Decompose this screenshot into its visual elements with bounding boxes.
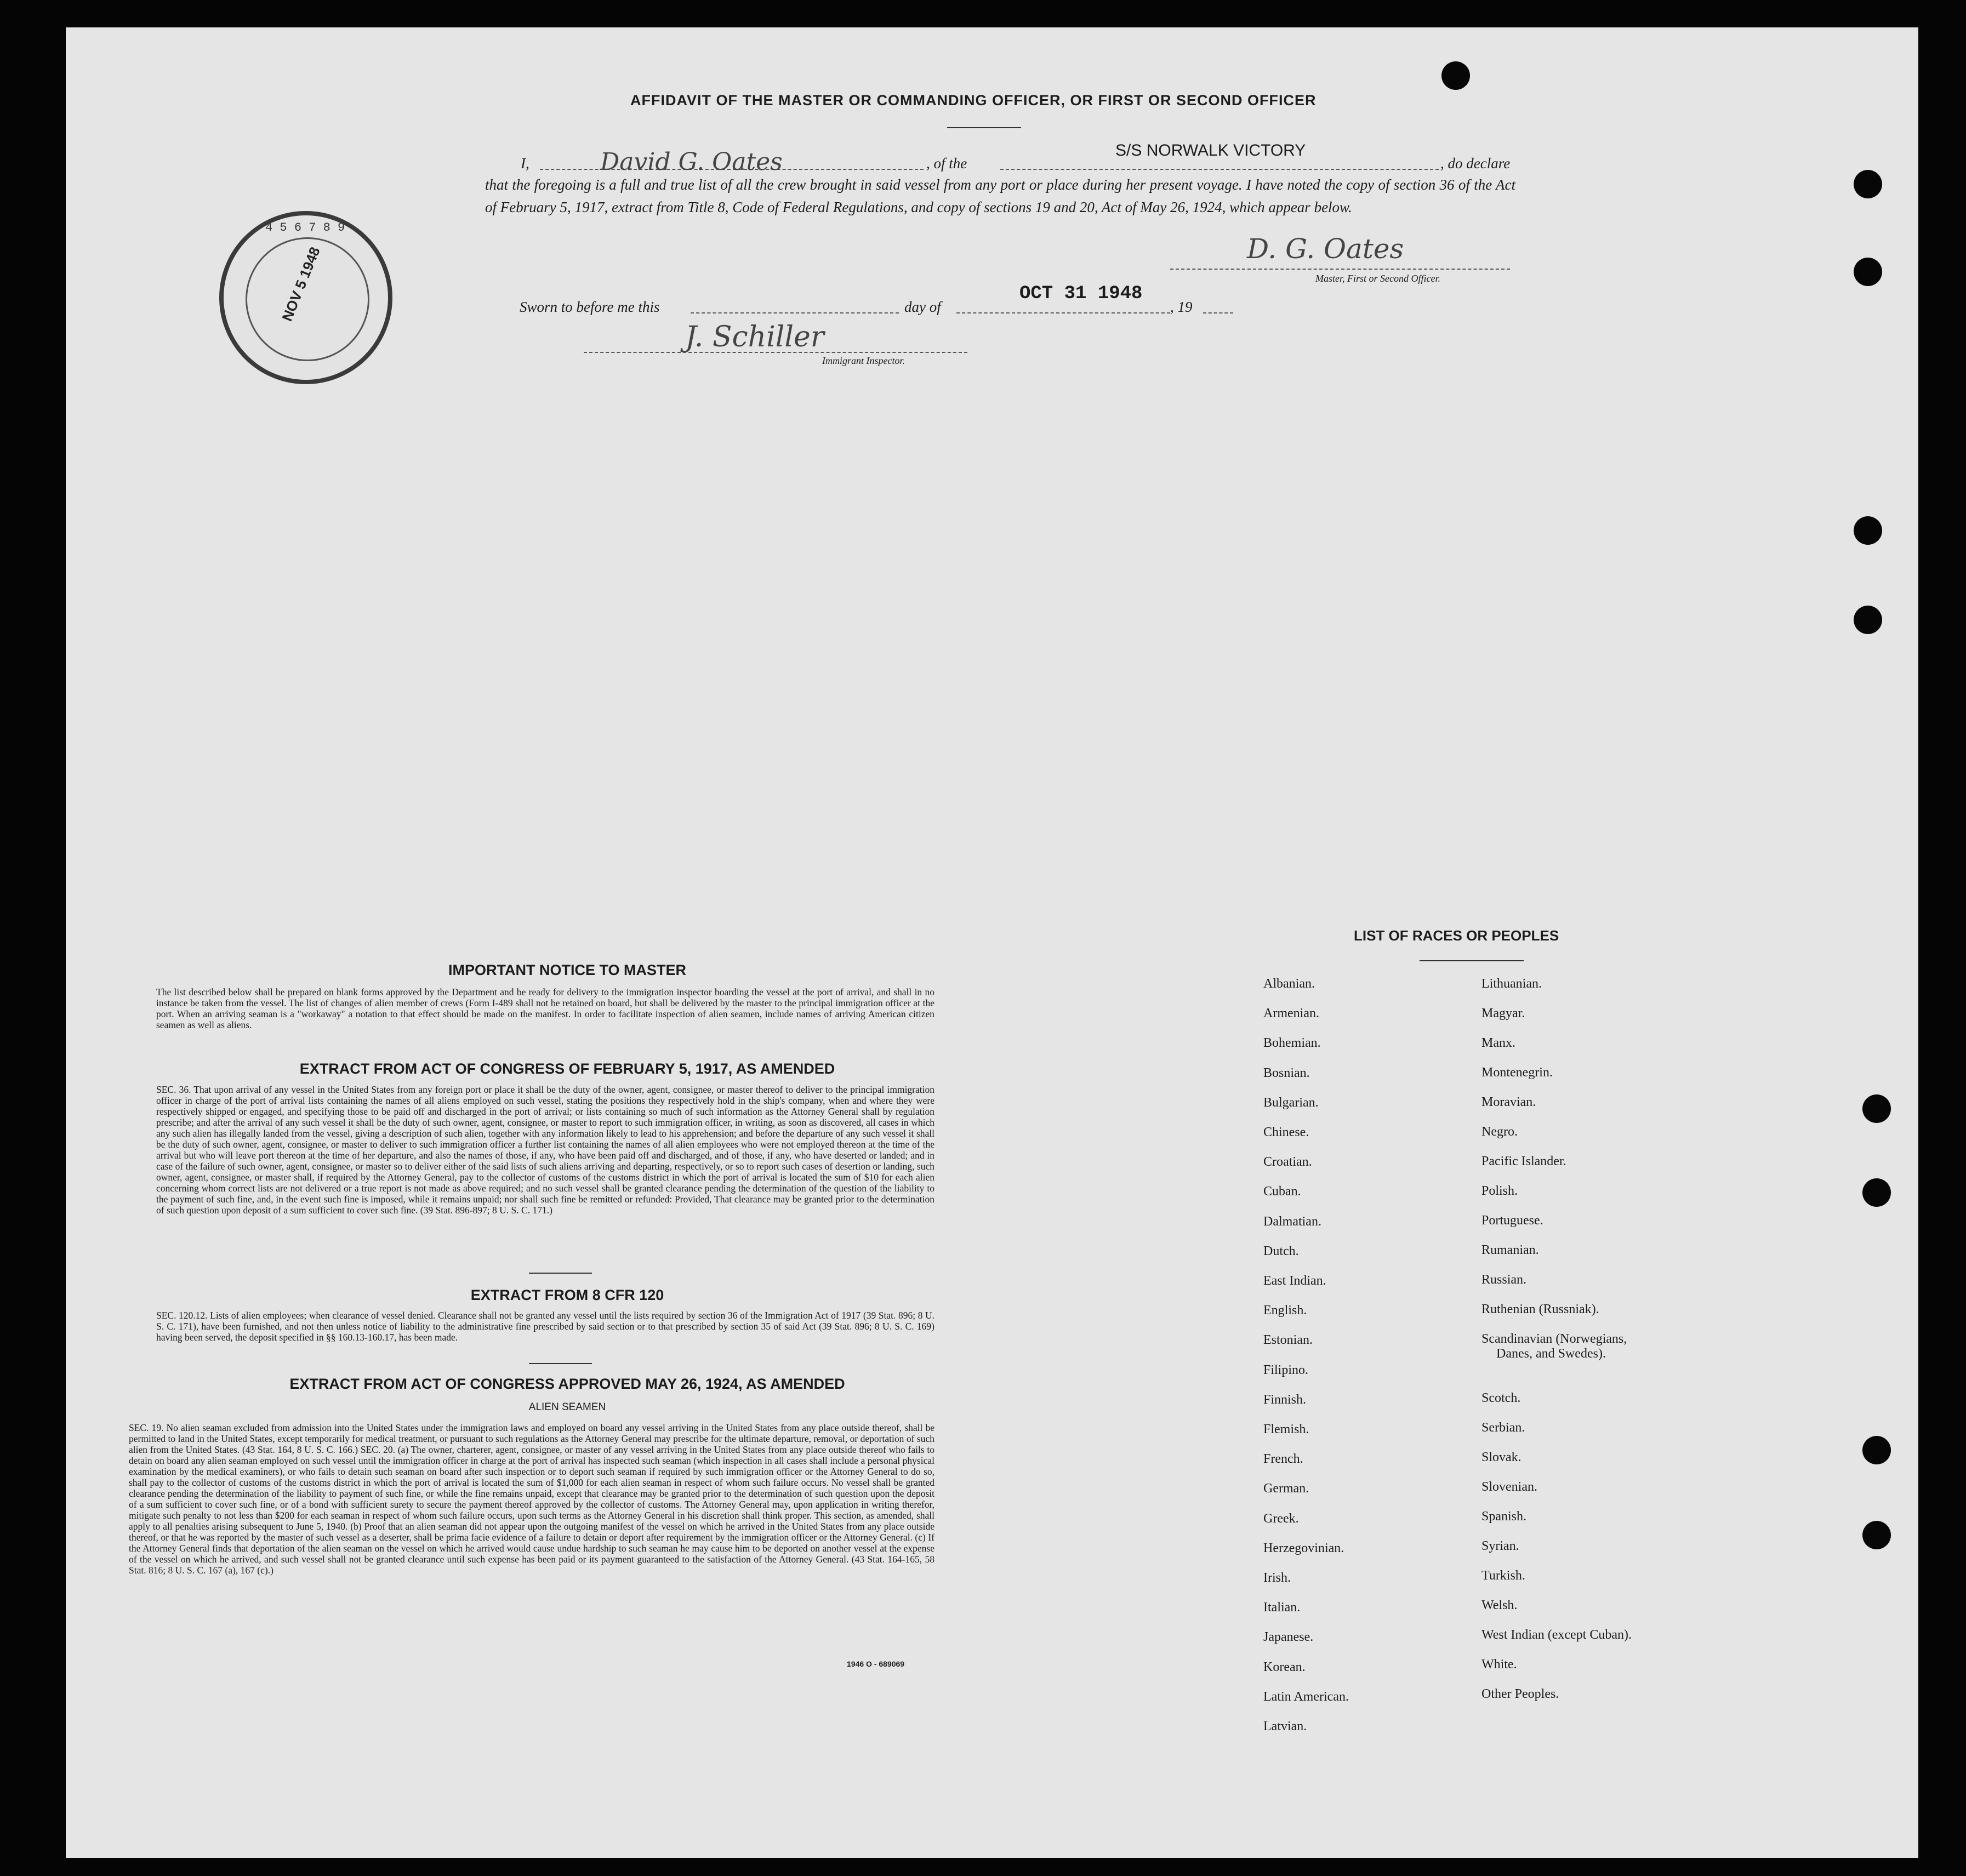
race-item: Slovenian. <box>1481 1480 1537 1494</box>
race-item: Greek. <box>1263 1511 1299 1526</box>
race-item: Rumanian. <box>1481 1243 1539 1257</box>
inspector-signature: J. Schiller <box>685 321 824 353</box>
race-item: Irish. <box>1263 1571 1291 1585</box>
race-item: Latin American. <box>1263 1689 1349 1704</box>
section-divider <box>529 1273 592 1274</box>
stamp-numbers: 12 3 4 5 6 7 8 9 <box>229 221 345 235</box>
declaration-body: that the foregoing is a full and true list of all the crew brought in said vessel from any port or place during her present voyage. I have noted the copy of section 36 of the Act of February 5, 1917, extract from Title 8, Code of Federal Regulations, and copy of sections 19 and 20, Act of May 26, 1924, which appear below. <box>485 176 1515 215</box>
declaration-prefix: I, <box>521 155 529 172</box>
race-item: Korean. <box>1263 1660 1306 1674</box>
race-item: French. <box>1263 1452 1303 1467</box>
sworn-year-line <box>1203 312 1233 313</box>
sworn-day-label: day of <box>904 299 941 315</box>
punch-hole <box>1862 1094 1891 1123</box>
race-item: Manx. <box>1481 1036 1515 1050</box>
sworn-label: Sworn to before me this <box>520 299 660 315</box>
race-item: Italian. <box>1263 1600 1301 1615</box>
race-item: Dutch. <box>1263 1244 1299 1258</box>
race-item: East Indian. <box>1263 1274 1326 1288</box>
master-name: David G. Oates <box>600 148 783 176</box>
race-item: Flemish. <box>1263 1422 1309 1436</box>
race-item: German. <box>1263 1481 1309 1496</box>
title-divider <box>947 127 1021 128</box>
race-item: Finnish. <box>1263 1392 1307 1407</box>
race-item: Armenian. <box>1263 1006 1319 1021</box>
extract-1924-text: SEC. 19. No alien seaman excluded from admission into the United States under the immigration laws and employed on board any vessel arriving in the United States from any place outside thereof, shall be permitted to land in the United States, except temporarily for medical treatment, or pursuant to such regulations as the Attorney General may prescribe for the ultimate departure, removal, or deportation of such alien from the United States. (43 Stat. 164, 8 U. S. C. 166.) SEC. 20. (a) The owner, charterer, agent, consignee, or master of any vessel arriving in the United States from any place outside thereof who fails to detain on board any alien seaman employed on such vessel until the immigration officer in charge at the port of arrival has inspected such seaman (which inspection in all cases shall include a personal physical examination by the medical examiners), or who fails to detain such seaman on board after such inspection or to deport such seaman if required by such immigration officer or the Attorney General to do so, shall pay to the collector of customs of the customs district in which the port of arrival is located the sum of $1,000 for each alien seaman in respect of whom such failure occurs. No vessel shall be granted clearance pending the determination of the liability to payment of such fine, or while the fine remains unpaid, except that clearance may be granted prior to the determination of such question upon the deposit of a sum sufficient to cover such fine, or of a bond with sufficient surety to secure the payment thereof approved by the collector of customs. The Attorney General may, upon application in writing therefor, mitigate such penalty to not less than $200 for each seaman in respect of whom such failure occurs, upon such terms as the Attorney General in his discretion shall think proper. This section, as amended, shall apply to all penalties arising subsequent to June 5, 1940. (b) Proof that an alien seaman did not appear upon the outgoing manifest of the vessel on which he arrived in the United States from any place outside thereof, or that he was reported by the master of such vessel as a deserter, shall be prima facie evidence of a failure to detain or deport after requirement by the immigration officer or the Attorney General. (c) If the Attorney General finds that deportation of the alien seaman on the vessel on which he arrived would cause undue hardship to such seaman he may cause him to be deported on another vessel at the expense of the vessel on which he arrived, and such vessel shall not be granted clearance until such expense has been paid or its payment guaranteed to the satisfaction of the Attorney General. (43 Stat. 164-165, 58 Stat. 816; 8 U. S. C. 167 (a), 167 (c).) <box>129 1422 934 1576</box>
race-item: Croatian. <box>1263 1155 1312 1170</box>
race-item: English. <box>1263 1303 1307 1318</box>
race-item: Estonian. <box>1263 1333 1313 1348</box>
sworn-day-line <box>691 312 899 313</box>
declaration-of: , of the <box>926 155 967 172</box>
race-item: Montenegrin. <box>1481 1065 1553 1080</box>
race-item: Filipino. <box>1263 1362 1309 1377</box>
race-item: Syrian. <box>1481 1539 1519 1553</box>
race-item: Slovak. <box>1481 1450 1521 1464</box>
extract-cfr-heading: EXTRACT FROM 8 CFR 120 <box>470 1287 664 1303</box>
race-item: Moravian. <box>1481 1095 1536 1109</box>
extract-1917-heading: EXTRACT FROM ACT OF CONGRESS OF FEBRUARY 5, 1917, AS AMENDED <box>299 1060 835 1077</box>
notice-text: The list described below shall be prepared on blank forms approved by the Department and be ready for delivery to the immigration inspector boarding the vessel at the port of arrival, and shall in no instance be taken from the vessel. The list of changes of alien member of crews (Form I-489 shall not be retained on board, but shall be delivered by the master to the principal immigration officer at the port. When an arriving seaman is a "workaway" a notation to that effect should be made on the manifest. In order to facilitate inspection of alien seamen, include names of arriving American citizen seamen as well as aliens. <box>156 987 934 1030</box>
race-item: Polish. <box>1481 1184 1518 1198</box>
declaration-suffix: , do declare <box>1440 155 1511 172</box>
race-item: Danes, and Swedes). <box>1496 1347 1606 1361</box>
punch-hole <box>1854 170 1882 198</box>
race-item: Negro. <box>1481 1125 1518 1139</box>
extract-1924-subheading: ALIEN SEAMEN <box>528 1401 606 1413</box>
sworn-date: OCT 31 1948 <box>1019 283 1143 304</box>
punch-hole <box>1854 516 1882 545</box>
race-item: White. <box>1481 1657 1517 1672</box>
race-item: Portuguese. <box>1481 1213 1543 1228</box>
race-item: Bohemian. <box>1263 1036 1321 1051</box>
race-item: Scandinavian (Norwegians, <box>1481 1332 1627 1346</box>
race-item: West Indian (except Cuban). <box>1481 1628 1632 1642</box>
races-title: LIST OF RACES OR PEOPLES <box>1354 927 1559 944</box>
race-item: Cuban. <box>1263 1184 1301 1199</box>
extract-cfr-text: SEC. 120.12. Lists of alien employees; when clearance of vessel denied. Clearance shall not be granted any vessel until the lists required by section 36 of the Immigration Act of 1917 (39 Stat. 896; 8 U. S. C. 171), have been furnished, and not then unless notice of liability to the administrative fine prescribed by said section or to that prescribed by section 35 of said Act (39 Stat. 896; 8 U. S. C. 169) having been served, the deposit specified in §§ 160.13-160.17, has been made. <box>156 1310 934 1343</box>
punch-hole <box>1862 1521 1891 1549</box>
race-item: Bosnian. <box>1263 1065 1310 1080</box>
race-item: Russian. <box>1481 1273 1527 1287</box>
sworn-month-line <box>956 312 1170 313</box>
vessel-line <box>1000 169 1439 170</box>
affidavit-title: AFFIDAVIT OF THE MASTER OR COMMANDING OFFICER, OR FIRST OR SECOND OFFICER <box>630 92 1317 109</box>
date-stamp <box>219 211 392 384</box>
section-divider <box>529 1363 592 1364</box>
race-item: Turkish. <box>1481 1569 1525 1583</box>
races-divider <box>1420 960 1524 961</box>
race-item: Japanese. <box>1263 1630 1314 1645</box>
extract-1924-heading: EXTRACT FROM ACT OF CONGRESS APPROVED MAY 26, 1924, AS AMENDED <box>289 1376 845 1392</box>
punch-hole <box>1862 1436 1891 1464</box>
race-item: Other Peoples. <box>1481 1687 1559 1701</box>
race-item: Magyar. <box>1481 1006 1525 1020</box>
extract-1917-text: SEC. 36. That upon arrival of any vessel in the United States from any foreign port or place it shall be the duty of the owner, agent, consignee, or master thereof to deliver to the principal immigration officer in charge of the port of arrival lists containing the names of all aliens employed on such vessel, stating the positions they respectively hold in the ship's company, when and where they were respectively shipped or engaged, and specifying those to be paid off and discharged in the port of arrival; or lists containing so much of such information as the Attorney General shall by regulation prescribe; and after the arrival of any such vessel it shall be the duty of such owner, agent, consignee, or master to report to such immigration officer, in writing, as soon as discovered, all cases in which any such alien has illegally landed from the vessel, giving a description of such alien, together with any information likely to lead to his apprehension; and before the departure of any such vessel it shall be the duty of such owner, agent, consignee, or master to deliver to such immigration officer a further list containing the names of all alien employees who were not employed thereon at the time of the arrival but who will leave port thereon at the time of her departure, and also the names of those, if any, who have been paid off and discharged, and of those, if any, who have deserted or landed; and in case of the failure of such owner, agent, consignee, or master so to deliver either of the said lists of such aliens arriving and departing, respectively, or so to report such cases of desertion or landing, such owner, agent, consignee, or master shall, if required by the Attorney General, pay to the collector of customs of the customs district in which the port of arrival is located the sum of $10 for each alien concerning whom correct lists are not delivered or a true report is not made as above required; and no such vessel shall be granted clearance pending the determination of the question of the liability to the payment of such fine, and, in the event such fine is imposed, while it remains unpaid; nor shall such fine be remitted or refunded: Provided, That clearance may be granted prior to the determination of such question upon deposit of a sum sufficient to cover such fine. (39 Stat. 896-897; 8 U. S. C. 171.) <box>156 1084 934 1216</box>
notice-heading: IMPORTANT NOTICE TO MASTER <box>448 962 686 978</box>
punch-hole <box>1854 606 1882 634</box>
punch-hole <box>1854 258 1882 286</box>
race-item: Scotch. <box>1481 1391 1521 1405</box>
race-item: Serbian. <box>1481 1421 1525 1435</box>
race-item: Latvian. <box>1263 1719 1307 1734</box>
race-item: Dalmatian. <box>1263 1214 1321 1229</box>
race-item: Herzegovinian. <box>1263 1541 1344 1555</box>
master-signature: D. G. Oates <box>1247 233 1404 265</box>
print-code: 1946 O - 689069 <box>847 1660 905 1668</box>
vessel-name: S/S NORWALK VICTORY <box>1115 141 1306 159</box>
race-item: Albanian. <box>1263 977 1315 991</box>
stamp-date: NOV 5 1948 <box>278 244 323 324</box>
inspector-caption: Immigrant Inspector. <box>822 355 905 366</box>
race-item: Welsh. <box>1481 1598 1518 1612</box>
punch-hole <box>1441 61 1470 90</box>
race-item: Spanish. <box>1481 1509 1527 1524</box>
master-signature-line <box>1170 269 1510 270</box>
race-item: Chinese. <box>1263 1125 1309 1139</box>
race-item: Lithuanian. <box>1481 977 1542 991</box>
race-item: Bulgarian. <box>1263 1095 1319 1110</box>
race-item: Pacific Islander. <box>1481 1154 1566 1168</box>
master-signature-caption: Master, First or Second Officer. <box>1315 273 1440 284</box>
punch-hole <box>1862 1178 1891 1207</box>
inspector-signature-line <box>584 352 967 353</box>
sworn-year: , 19 <box>1170 299 1193 315</box>
race-item: Ruthenian (Russniak). <box>1481 1302 1599 1316</box>
